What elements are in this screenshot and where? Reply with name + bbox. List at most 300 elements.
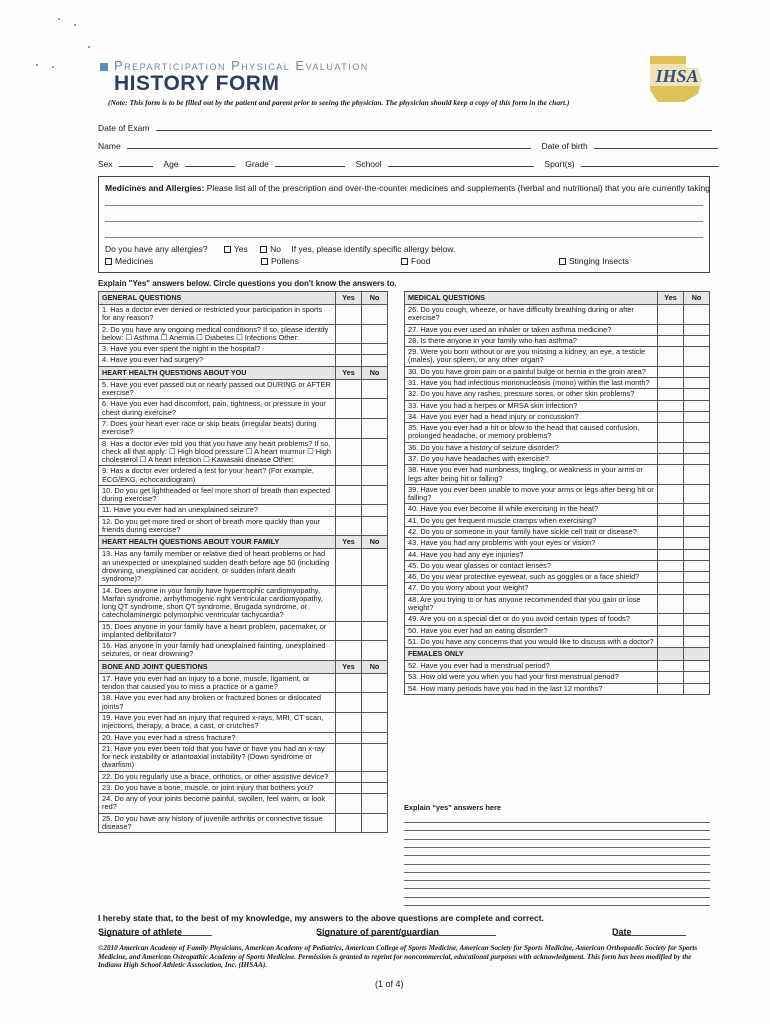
question-text: 16. Has anyone in your family had unexplained fainting, unexplained seizures, or near drowning? <box>99 641 336 661</box>
question-row <box>405 672 710 683</box>
answer-yes-cell[interactable] <box>336 712 362 732</box>
question-row <box>405 572 710 583</box>
explain-line[interactable] <box>404 880 710 881</box>
answer-yes-cell[interactable] <box>658 366 684 377</box>
answer-yes-cell[interactable] <box>658 538 684 549</box>
allergy-if-yes: If yes, please identify specific allergy below. <box>291 244 456 254</box>
answer-yes-cell[interactable] <box>336 485 362 505</box>
scan-speck <box>36 64 38 66</box>
answer-yes-cell[interactable] <box>336 418 362 438</box>
question-text: 2. Do you have any ongoing medical conditions? If so, please identify below: ☐ Asthma ☐ Anemia ☐ Diabetes ☐ Infections Other: <box>99 324 336 344</box>
answer-no-cell[interactable] <box>362 549 388 585</box>
column-no-header: No <box>362 292 388 305</box>
question-row <box>405 347 710 367</box>
question-text: 22. Do you regularly use a brace, orthotics, or other assistive device? <box>99 771 336 782</box>
question-text: 15. Does anyone in your family have a heart problem, pacemaker, or implanted defibrillator? <box>99 621 336 641</box>
medicines-allergies-box <box>98 176 710 273</box>
explain-line[interactable] <box>404 839 710 840</box>
explain-line[interactable] <box>404 822 710 823</box>
school-field[interactable] <box>388 158 534 167</box>
question-text: 54. How many periods have you had in the last 12 months? <box>405 683 658 694</box>
stinging-insects-checkbox[interactable] <box>559 258 566 265</box>
column-no-header: No <box>362 660 388 673</box>
question-text: 9. Has a doctor ever ordered a test for your heart? (For example, ECG/EKG, echocardiogram) <box>99 466 336 486</box>
answer-yes-cell[interactable] <box>658 583 684 594</box>
question-row <box>99 641 388 661</box>
answer-yes-cell[interactable] <box>658 324 684 335</box>
logo-text: IHSA <box>655 66 699 86</box>
answer-no-cell[interactable] <box>684 583 710 594</box>
parent-signature-label: Signature of parent/guardian <box>316 927 440 937</box>
question-text: 28. Is there anyone in your family who has asthma? <box>405 335 658 346</box>
question-text: 53. How old were you when you had your first menstrual period? <box>405 672 658 683</box>
question-text: 52. Have you ever had a menstrual period? <box>405 661 658 672</box>
parent-signature-field[interactable] <box>318 927 496 936</box>
answer-no-cell[interactable] <box>684 305 710 325</box>
section-heading: FEMALES ONLY <box>405 648 658 661</box>
question-row <box>99 438 388 466</box>
dob-label: Date of birth <box>541 141 588 151</box>
answer-no-cell[interactable] <box>362 438 388 466</box>
question-text: 24. Do any of your joints become painful, swollen, feel warm, or look red? <box>99 794 336 814</box>
explain-line[interactable] <box>404 905 710 906</box>
answer-no-cell[interactable] <box>362 516 388 536</box>
answer-yes-cell[interactable] <box>336 379 362 399</box>
answer-no-cell[interactable] <box>362 505 388 516</box>
answer-yes-cell[interactable] <box>336 673 362 693</box>
answer-no-cell[interactable] <box>684 636 710 647</box>
question-row <box>405 683 710 694</box>
sports-label: Sport(s) <box>544 159 575 169</box>
question-row <box>99 418 388 438</box>
answer-yes-cell[interactable] <box>336 516 362 536</box>
question-text: 23. Do you have a bone, muscle, or joint injury that bothers you? <box>99 782 336 793</box>
answer-no-cell[interactable] <box>362 813 388 833</box>
answer-yes-cell[interactable] <box>658 347 684 367</box>
answer-yes-cell[interactable] <box>658 572 684 583</box>
answer-no-cell[interactable] <box>684 672 710 683</box>
question-text: 44. Have you had any eye injuries? <box>405 549 658 560</box>
answer-yes-cell[interactable] <box>658 423 684 443</box>
section-heading: MEDICAL QUESTIONS <box>405 292 658 305</box>
age-label: Age <box>163 159 179 169</box>
answer-yes-cell[interactable] <box>658 442 684 453</box>
question-text: 37. Do you have headaches with exercise? <box>405 454 658 465</box>
question-row <box>99 379 388 399</box>
answer-no-cell[interactable] <box>362 743 388 771</box>
answer-yes-cell[interactable] <box>336 813 362 833</box>
explain-line[interactable] <box>404 847 710 848</box>
question-row <box>99 485 388 505</box>
question-text: 27. Have you ever used an inhaler or taken asthma medicine? <box>405 324 658 335</box>
answer-no-cell[interactable] <box>362 585 388 621</box>
explain-line[interactable] <box>404 830 710 831</box>
date-of-exam-row <box>98 122 712 133</box>
column-yes-header: Yes <box>336 536 362 549</box>
answer-no-cell[interactable] <box>684 526 710 537</box>
question-row <box>99 585 388 621</box>
question-row <box>405 465 710 485</box>
question-text: 51. Do you have any concerns that you would like to discuss with a doctor? <box>405 636 658 647</box>
right-questions-table <box>404 291 710 695</box>
question-row <box>99 399 388 419</box>
answer-no-cell[interactable] <box>684 465 710 485</box>
question-text: 46. Do you wear protective eyewear, such as goggles or a face shield? <box>405 572 658 583</box>
answer-no-cell[interactable] <box>684 378 710 389</box>
school-label: School <box>355 159 382 169</box>
answer-yes-cell[interactable] <box>336 505 362 516</box>
answer-no-cell[interactable] <box>362 641 388 661</box>
question-row <box>405 324 710 335</box>
question-text: 29. Were you born without or are you missing a kidney, an eye, a testicle (males), your spleen, or any other organ? <box>405 347 658 367</box>
question-row <box>99 505 388 516</box>
question-text: 50. Have you ever had an eating disorder? <box>405 625 658 636</box>
medicines-text: Please list all of the prescription and over-the-counter medicines and supplements (herbal and nutritional) that you are currently taking <box>206 183 710 193</box>
answer-yes-cell[interactable] <box>336 344 362 355</box>
explain-line[interactable] <box>404 864 710 865</box>
question-row <box>405 583 710 594</box>
question-row <box>99 516 388 536</box>
answer-yes-cell[interactable] <box>658 672 684 683</box>
answer-yes-cell[interactable] <box>336 641 362 661</box>
answer-yes-cell[interactable] <box>336 771 362 782</box>
question-text: 20. Have you ever had a stress fracture? <box>99 732 336 743</box>
scan-speck <box>52 66 54 68</box>
answer-no-cell[interactable] <box>684 411 710 422</box>
question-row <box>99 771 388 782</box>
question-text: 41. Do you get frequent muscle cramps when exercising? <box>405 515 658 526</box>
name-row <box>98 140 718 151</box>
question-text: 48. Are you trying to or has anyone recommended that you gain or lose weight? <box>405 594 658 614</box>
explain-yes-instruction: Explain "Yes" answers below. Circle questions you don't know the answers to. <box>98 279 397 288</box>
answer-yes-cell[interactable] <box>336 466 362 486</box>
answer-yes-cell[interactable] <box>336 743 362 771</box>
question-row <box>99 355 388 366</box>
answer-no-cell[interactable] <box>684 389 710 400</box>
allergy-option-stinging-insects: Stinging Insects <box>569 256 630 266</box>
scan-speck <box>88 46 90 48</box>
answer-no-cell[interactable] <box>362 732 388 743</box>
medicines-checkbox[interactable] <box>105 258 112 265</box>
question-row <box>405 636 710 647</box>
section-header <box>99 536 388 549</box>
answer-yes-cell[interactable] <box>336 305 362 325</box>
answer-no-cell[interactable] <box>684 454 710 465</box>
answer-yes-cell[interactable] <box>658 560 684 571</box>
question-row <box>99 621 388 641</box>
food-checkbox[interactable] <box>401 258 408 265</box>
answer-yes-cell[interactable] <box>658 614 684 625</box>
answer-no-cell[interactable] <box>362 324 388 344</box>
question-text: 32. Do you have any rashes, pressure sores, or other skin problems? <box>405 389 658 400</box>
question-text: 25. Do you have any history of juvenile arthritis or connective tissue disease? <box>99 813 336 833</box>
answer-no-cell[interactable] <box>362 782 388 793</box>
question-row <box>99 693 388 713</box>
sports-field[interactable] <box>581 158 719 167</box>
answer-no-cell[interactable] <box>362 712 388 732</box>
question-row <box>405 560 710 571</box>
section-header <box>99 366 388 379</box>
pollens-checkbox[interactable] <box>261 258 268 265</box>
question-text: 21. Have you ever been told that you have or have you had an x-ray for neck instability or atlantoaxial instability? (Down syndrome or dwarfism) <box>99 743 336 771</box>
answer-no-cell[interactable] <box>362 418 388 438</box>
answer-no-cell[interactable] <box>684 594 710 614</box>
ihsaa-logo <box>646 50 708 106</box>
question-row <box>99 305 388 325</box>
question-text: 11. Have you ever had an unexplained seizure? <box>99 505 336 516</box>
question-text: 49. Are you on a special diet or do you avoid certain types of foods? <box>405 614 658 625</box>
question-row <box>99 743 388 771</box>
answer-yes-cell[interactable] <box>336 399 362 419</box>
answer-yes-cell[interactable] <box>658 335 684 346</box>
answer-no-cell[interactable] <box>362 693 388 713</box>
date-signature-field[interactable] <box>614 927 686 936</box>
answer-yes-cell[interactable] <box>336 549 362 585</box>
answer-no-cell[interactable] <box>362 355 388 366</box>
answer-yes-cell[interactable] <box>336 693 362 713</box>
medicines-instructions <box>105 183 710 193</box>
question-row <box>405 504 710 515</box>
question-row <box>99 673 388 693</box>
answer-no-cell[interactable] <box>362 794 388 814</box>
answer-no-cell[interactable] <box>684 484 710 504</box>
question-row <box>405 335 710 346</box>
question-text: 30. Do you have groin pain or a painful bulge or hernia in the groin area? <box>405 366 658 377</box>
answer-no-cell[interactable] <box>362 621 388 641</box>
question-text: 10. Do you get lightheaded or feel more short of breath than expected during exercise? <box>99 485 336 505</box>
allergy-no-checkbox[interactable] <box>260 246 267 253</box>
answer-no-cell[interactable] <box>684 324 710 335</box>
medicines-line[interactable] <box>105 221 703 222</box>
answer-no-cell[interactable] <box>684 625 710 636</box>
question-row <box>99 782 388 793</box>
answer-yes-cell[interactable] <box>658 636 684 647</box>
question-text: 40. Have you ever become ill while exercising in the heat? <box>405 504 658 515</box>
answer-yes-cell[interactable] <box>658 389 684 400</box>
question-row <box>405 423 710 443</box>
scan-speck <box>74 24 76 26</box>
answer-yes-cell[interactable] <box>658 526 684 537</box>
medicines-line[interactable] <box>105 237 703 238</box>
answer-yes-cell[interactable] <box>658 515 684 526</box>
answer-no-cell[interactable] <box>684 347 710 367</box>
dob-field[interactable] <box>594 140 718 149</box>
date-signature-label: Date <box>612 927 632 937</box>
allergy-option-food: Food <box>411 256 431 266</box>
athlete-signature-label: Signature of athlete <box>98 927 183 937</box>
allergy-no-label: No <box>270 244 282 254</box>
question-text: 45. Do you wear glasses or contact lenses? <box>405 560 658 571</box>
answer-no-cell[interactable] <box>684 423 710 443</box>
sex-field[interactable] <box>119 158 153 167</box>
question-text: 39. Have you ever been unable to move your arms or legs after being hit or falling? <box>405 484 658 504</box>
name-field[interactable] <box>127 140 531 149</box>
athlete-signature-field[interactable] <box>100 927 212 936</box>
answer-no-cell[interactable] <box>684 560 710 571</box>
question-row <box>99 466 388 486</box>
answer-yes-cell[interactable] <box>658 594 684 614</box>
question-text: 26. Do you cough, wheeze, or have difficulty breathing during or after exercise? <box>405 305 658 325</box>
answer-yes-cell[interactable] <box>658 305 684 325</box>
section-header <box>405 648 710 661</box>
answer-yes-cell[interactable] <box>336 732 362 743</box>
question-row <box>405 594 710 614</box>
answer-no-cell[interactable] <box>362 344 388 355</box>
date-of-exam-label: Date of Exam <box>98 123 150 133</box>
answer-yes-cell[interactable] <box>658 661 684 672</box>
answer-yes-cell[interactable] <box>658 400 684 411</box>
question-row <box>405 378 710 389</box>
column-yes-header <box>658 648 684 661</box>
column-no-header: No <box>362 366 388 379</box>
answer-no-cell[interactable] <box>362 379 388 399</box>
question-text: 18. Have you ever had any broken or fractured bones or dislocated joints? <box>99 693 336 713</box>
answer-no-cell[interactable] <box>362 305 388 325</box>
answer-yes-cell[interactable] <box>336 621 362 641</box>
question-row <box>405 389 710 400</box>
answer-no-cell[interactable] <box>684 515 710 526</box>
question-row <box>405 614 710 625</box>
question-row <box>99 813 388 833</box>
question-row <box>405 400 710 411</box>
column-no-header: No <box>684 292 710 305</box>
answer-yes-cell[interactable] <box>658 484 684 504</box>
allergy-yes-checkbox[interactable] <box>224 246 231 253</box>
answer-no-cell[interactable] <box>684 442 710 453</box>
question-text: 3. Have you ever spent the night in the hospital? <box>99 344 336 355</box>
answer-no-cell[interactable] <box>684 538 710 549</box>
column-no-header: No <box>362 536 388 549</box>
question-row <box>405 538 710 549</box>
answer-no-cell[interactable] <box>684 572 710 583</box>
answer-yes-cell[interactable] <box>336 438 362 466</box>
question-text: 33. Have you had a herpes or MRSA skin infection? <box>405 400 658 411</box>
question-row <box>99 794 388 814</box>
column-yes-header: Yes <box>658 292 684 305</box>
explain-line[interactable] <box>404 897 710 898</box>
answer-no-cell[interactable] <box>362 399 388 419</box>
question-row <box>405 442 710 453</box>
certification-statement: I hereby state that, to the best of my knowledge, my answers to the above questions are complete and correct. <box>98 913 544 923</box>
answer-yes-cell[interactable] <box>336 355 362 366</box>
answer-yes-cell[interactable] <box>336 585 362 621</box>
section-heading: BONE AND JOINT QUESTIONS <box>99 660 336 673</box>
question-text: 14. Does anyone in your family have hypertrophic cardiomyopathy, Marfan syndrome, arrhythmogenic right ventricular cardiomyopathy, long QT syndrome, short QT syndrome, Brugada syndrome, or catecholaminergic polymorphic ventricular tachycardia? <box>99 585 336 621</box>
question-row <box>405 625 710 636</box>
question-text: 17. Have you ever had an injury to a bone, muscle, ligament, or tendon that caused you to miss a practice or a game? <box>99 673 336 693</box>
grade-label: Grade <box>245 159 269 169</box>
question-row <box>405 454 710 465</box>
age-field[interactable] <box>185 158 235 167</box>
question-row <box>405 411 710 422</box>
grade-field[interactable] <box>275 158 345 167</box>
answer-no-cell[interactable] <box>684 335 710 346</box>
answer-no-cell[interactable] <box>362 673 388 693</box>
question-row <box>99 324 388 344</box>
explain-line[interactable] <box>404 888 710 889</box>
question-text: 43. Have you had any problems with your eyes or vision? <box>405 538 658 549</box>
explain-here-label: Explain "yes" answers here <box>404 803 501 812</box>
demographics-row <box>98 158 719 169</box>
column-no-header <box>684 648 710 661</box>
answer-yes-cell[interactable] <box>658 465 684 485</box>
form-note: (Note: This form is to be filled out by the patient and parent prior to seeing the physician. The physician should keep a copy of this form in the chart.) <box>108 98 570 107</box>
answer-no-cell[interactable] <box>362 485 388 505</box>
medicines-line[interactable] <box>105 205 703 206</box>
explain-line[interactable] <box>404 872 710 873</box>
question-row <box>99 549 388 585</box>
sex-label: Sex <box>98 159 113 169</box>
form-header <box>100 56 720 116</box>
column-yes-header: Yes <box>336 660 362 673</box>
explain-line[interactable] <box>404 855 710 856</box>
question-text: 36. Do you have a history of seizure disorder? <box>405 442 658 453</box>
medicines-heading: Medicines and Allergies: <box>105 183 205 193</box>
answer-no-cell[interactable] <box>362 771 388 782</box>
question-text: 1. Has a doctor ever denied or restricted your participation in sports for any reason? <box>99 305 336 325</box>
answer-yes-cell[interactable] <box>336 794 362 814</box>
answer-no-cell[interactable] <box>684 504 710 515</box>
question-row <box>405 661 710 672</box>
question-row <box>405 366 710 377</box>
answer-yes-cell[interactable] <box>658 411 684 422</box>
question-row <box>405 526 710 537</box>
question-text: 42. Do you or someone in your family have sickle cell trait or disease? <box>405 526 658 537</box>
question-text: 13. Has any family member or relative died of heart problems or had an unexpected or unexplained sudden death before age 50 (including drowning, unexplained car accident, or sudden infant death syndrome)? <box>99 549 336 585</box>
allergy-option-medicines: Medicines <box>115 256 154 266</box>
page-number: (1 of 4) <box>375 979 404 989</box>
answer-yes-cell[interactable] <box>658 378 684 389</box>
allergy-yes-label: Yes <box>233 244 248 254</box>
answer-no-cell[interactable] <box>684 400 710 411</box>
answer-no-cell[interactable] <box>362 466 388 486</box>
column-yes-header: Yes <box>336 366 362 379</box>
question-row <box>405 305 710 325</box>
section-header <box>99 660 388 673</box>
answer-no-cell[interactable] <box>684 683 710 694</box>
answer-yes-cell[interactable] <box>658 504 684 515</box>
answer-no-cell[interactable] <box>684 661 710 672</box>
date-of-exam-field[interactable] <box>156 122 712 131</box>
answer-yes-cell[interactable] <box>658 454 684 465</box>
answer-no-cell[interactable] <box>684 366 710 377</box>
question-row <box>99 712 388 732</box>
question-row <box>405 515 710 526</box>
allergy-question-row <box>105 244 455 254</box>
question-row <box>99 732 388 743</box>
question-text: 31. Have you had infectious mononucleosis (mono) within the last month? <box>405 378 658 389</box>
section-header <box>99 292 388 305</box>
answer-yes-cell[interactable] <box>658 625 684 636</box>
section-heading: GENERAL QUESTIONS <box>99 292 336 305</box>
copyright-footnote: ©2010 American Academy of Family Physicians, American Academy of Pediatrics, American College of Sports Medicine, American Society for Sports Medicine, American Orthopaedic Society for Sports Medicine, and American Osteopathic Academy of Sports Medicine. Permission is granted to reprint for noncommercial, educational purposes with acknowledgment. This form has been modified by the Indiana High School Athletic Association, Inc. (IHSAA). <box>98 944 698 970</box>
form-kicker: Preparticipation Physical Evaluation <box>114 58 369 73</box>
column-yes-header: Yes <box>336 292 362 305</box>
scan-speck <box>58 18 60 20</box>
question-row <box>405 484 710 504</box>
answer-yes-cell[interactable] <box>658 549 684 560</box>
answer-no-cell[interactable] <box>684 614 710 625</box>
left-questions-table <box>98 291 388 833</box>
answer-yes-cell[interactable] <box>336 782 362 793</box>
question-text: 7. Does your heart ever race or skip beats (irregular beats) during exercise? <box>99 418 336 438</box>
name-label: Name <box>98 141 121 151</box>
answer-yes-cell[interactable] <box>658 683 684 694</box>
answer-yes-cell[interactable] <box>336 324 362 344</box>
question-row <box>405 549 710 560</box>
section-heading: HEART HEALTH QUESTIONS ABOUT YOU <box>99 366 336 379</box>
answer-no-cell[interactable] <box>684 549 710 560</box>
